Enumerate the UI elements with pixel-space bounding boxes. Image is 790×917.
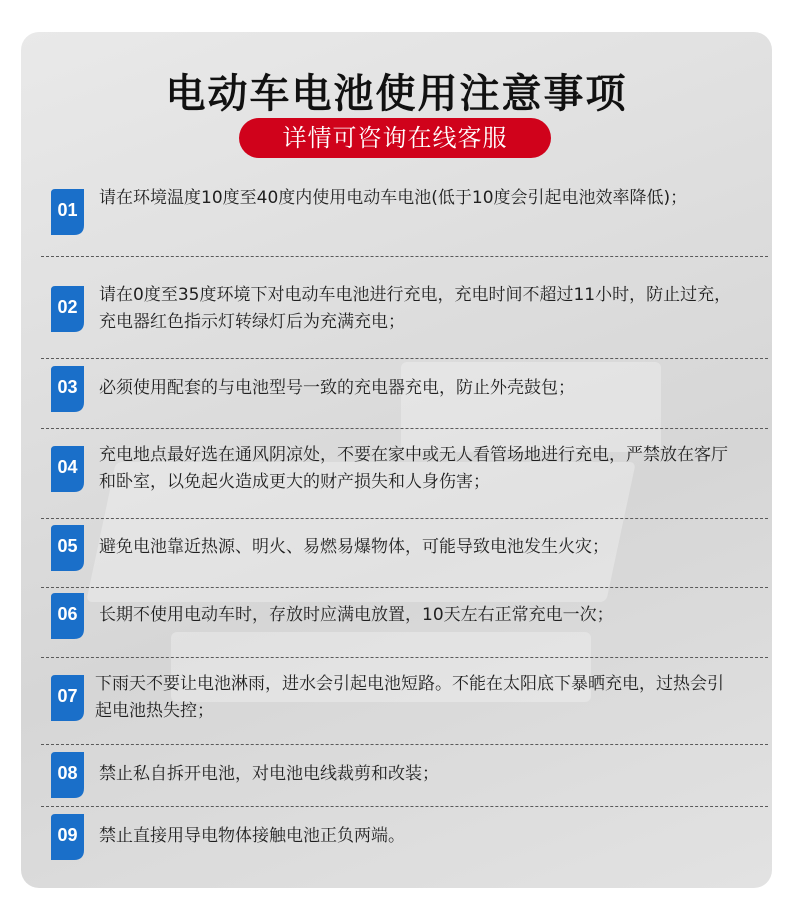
item-text: 长期不使用电动车时，存放时应满电放置，10天左右正常充电一次； bbox=[99, 605, 614, 625]
divider bbox=[41, 256, 768, 257]
item-text: 禁止直接用导电物体接触电池正负两端。 bbox=[99, 826, 405, 846]
item-text: 避免电池靠近热源、明火、易燃易爆物体，可能导致电池发生火灾； bbox=[99, 537, 609, 557]
item-text: 请在0度至35度环境下对电动车电池进行充电，充电时间不超过11小时，防止过充，充电器红色指示灯转绿灯后为充满充电； bbox=[99, 285, 732, 332]
number-badge: 03 bbox=[51, 366, 84, 412]
number-badge: 09 bbox=[51, 814, 84, 860]
page-title: 电动车电池使用注意事项 bbox=[165, 71, 628, 117]
number-badge: 01 bbox=[51, 189, 84, 235]
number-badge: 08 bbox=[51, 752, 84, 798]
number-badge: 07 bbox=[51, 675, 84, 721]
divider bbox=[41, 744, 768, 745]
item-text: 禁止私自拆开电池，对电池电线裁剪和改装； bbox=[99, 764, 439, 784]
divider bbox=[41, 518, 768, 519]
number-badge: 04 bbox=[51, 446, 84, 492]
item-text: 请在环境温度10度至40度内使用电动车电池(低于10度会引起电池效率降低)； bbox=[99, 188, 688, 208]
number-badge: 02 bbox=[51, 286, 84, 332]
item-text: 下雨天不要让电池淋雨，进水会引起电池短路。不能在太阳底下暴晒充电，过热会引起电池热失控； bbox=[95, 674, 724, 721]
number-badge: 06 bbox=[51, 593, 84, 639]
subtitle-badge: 详情可咨询在线客服 bbox=[239, 118, 551, 158]
number-badge: 05 bbox=[51, 525, 84, 571]
divider bbox=[41, 428, 768, 429]
item-text: 充电地点最好选在通风阴凉处，不要在家中或无人看管场地进行充电，严禁放在客厅和卧室，以免起火造成更大的财产损失和人身伤害； bbox=[99, 445, 728, 492]
divider bbox=[41, 587, 768, 588]
item-text: 必须使用配套的与电池型号一致的充电器充电，防止外壳鼓包； bbox=[99, 378, 575, 398]
divider bbox=[41, 806, 768, 807]
divider bbox=[41, 358, 768, 359]
notice-card bbox=[21, 32, 772, 888]
divider bbox=[41, 657, 768, 658]
